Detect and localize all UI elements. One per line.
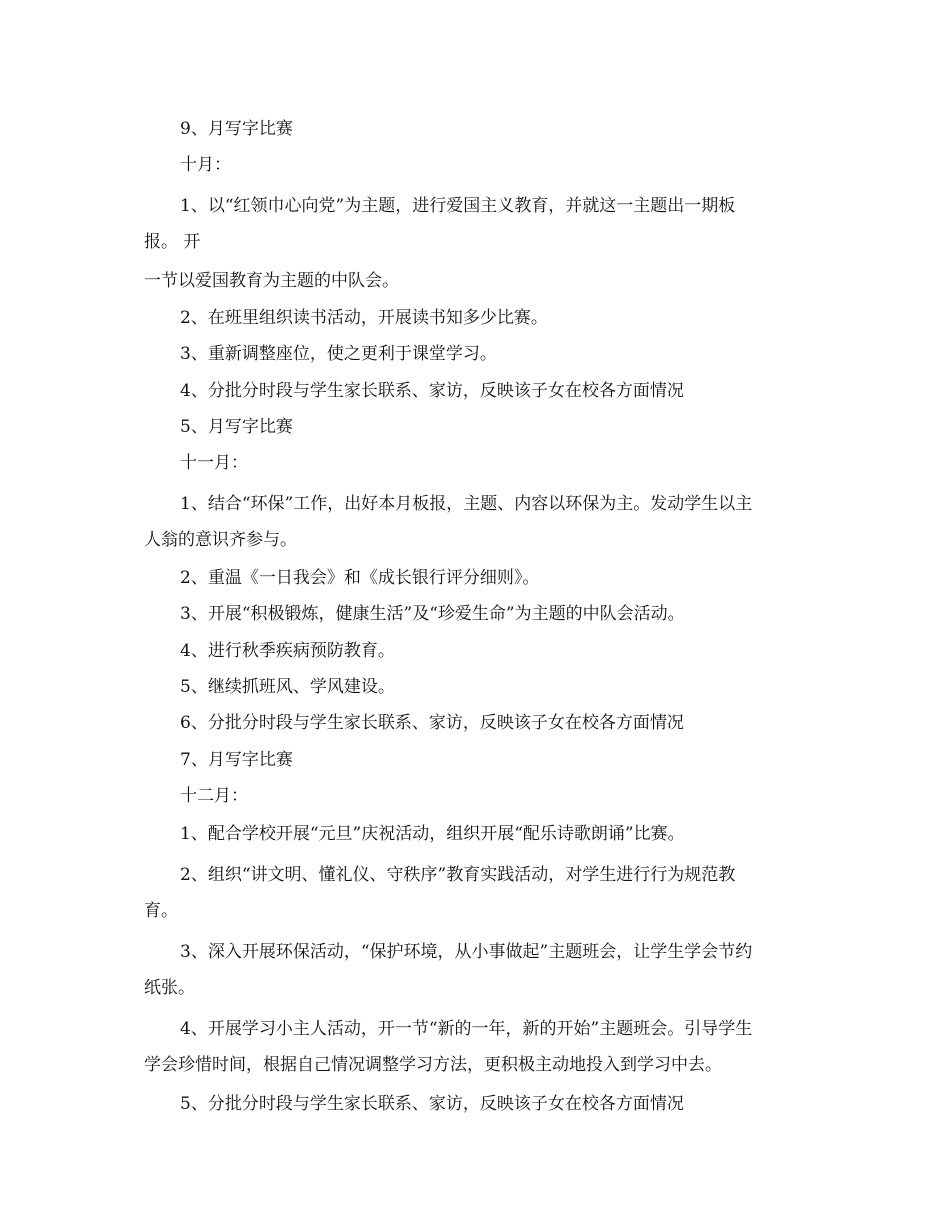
text-line: 1、配合学校开展“元旦”庆祝活动，组织开展“配乐诗歌朗诵”比赛。 [180, 824, 685, 844]
text-line: 9、月写字比赛 [180, 119, 293, 139]
text-line: 6、分批分时段与学生家长联系、家访，反映该子女在校各方面情况 [180, 713, 684, 733]
text-line: 3、深入开展环保活动，“保护环境，从小事做起”主题班会，让学生学会节约 [180, 942, 753, 962]
text-line: 人翁的意识齐参与。 [144, 530, 297, 550]
text-line: 5、分批分时段与学生家长联系、家访，反映该子女在校各方面情况 [180, 1094, 684, 1114]
text-line: 2、在班里组织读书活动，开展读书知多少比赛。 [180, 308, 548, 328]
text-line: 育。 [144, 901, 178, 921]
text-line: 报。 开 [144, 232, 201, 252]
text-line: 4、进行秋季疾病预防教育。 [180, 641, 395, 661]
text-line: 2、重温《一日我会》和《成长银行评分细则》。 [180, 568, 540, 588]
text-line: 3、重新调整座位，使之更利于课堂学习。 [180, 344, 497, 364]
section-heading-november: 十一月： [180, 453, 248, 473]
text-line: 4、开展学习小主人活动，开一节“新的一年，新的开始”主题班会。引导学生 [180, 1019, 753, 1039]
section-heading-october: 十月： [180, 155, 231, 175]
text-line: 4、分批分时段与学生家长联系、家访，反映该子女在校各方面情况 [180, 381, 684, 401]
text-line: 7、月写字比赛 [180, 750, 293, 770]
text-line: 5、继续抓班风、学风建设。 [180, 677, 395, 697]
text-line: 2、组织“讲文明、懂礼仪、守秩序”教育实践活动，对学生进行行为规范教 [180, 865, 736, 885]
text-line: 一节以爱国教育为主题的中队会。 [144, 271, 399, 291]
text-line: 5、月写字比赛 [180, 417, 293, 437]
text-line: 1、以“红领巾心向党”为主题，进行爱国主义教育，并就这一主题出一期板 [180, 196, 736, 216]
section-heading-december: 十二月： [180, 786, 248, 806]
text-line: 学会珍惜时间，根据自己情况调整学习方法，更积极主动地投入到学习中去。 [144, 1055, 722, 1075]
text-line: 1、结合“环保”工作，出好本月板报，主题、内容以环保为主。发动学生以主 [180, 494, 753, 514]
text-line: 3、开展“积极锻炼，健康生活”及“珍爱生命”为主题的中队会活动。 [180, 604, 685, 624]
text-line: 纸张。 [144, 978, 195, 998]
